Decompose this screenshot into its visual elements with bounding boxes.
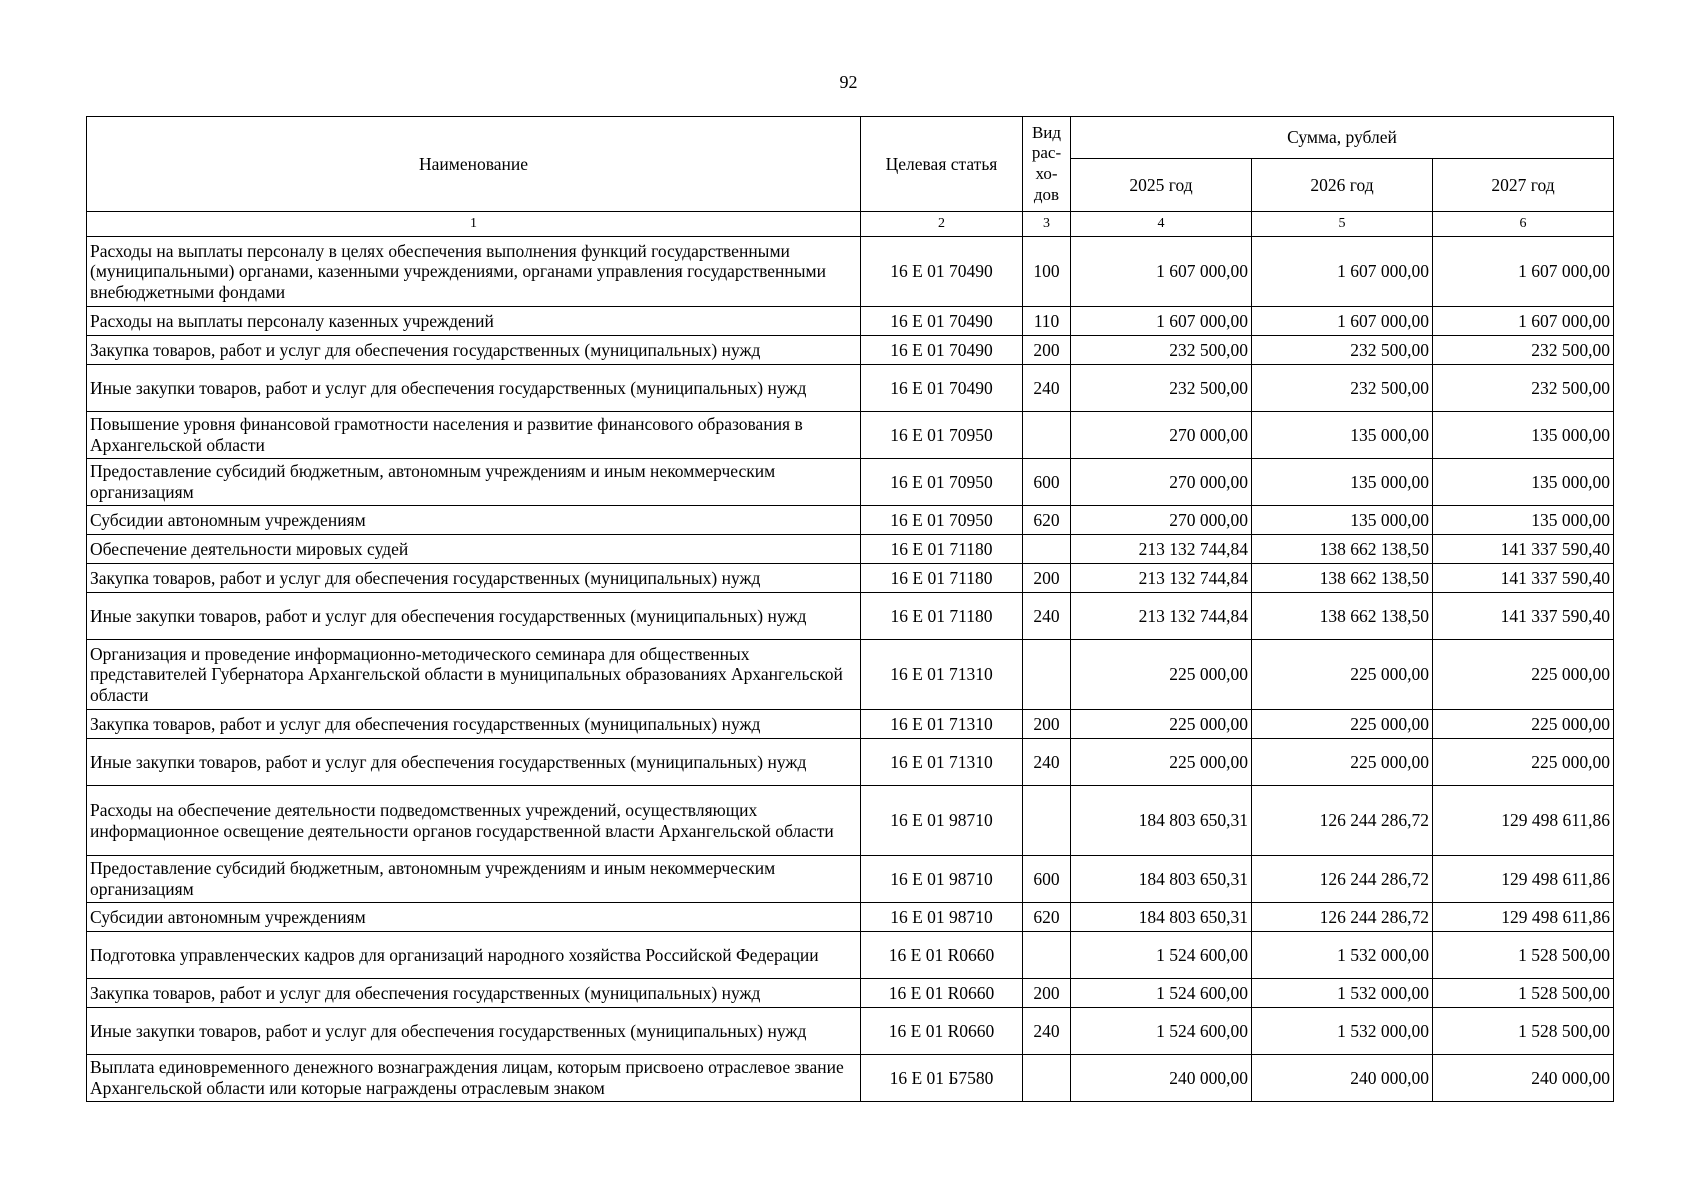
table-row [87, 903, 1614, 932]
row-name: Организация и проведение информационно-методического семинара для общественных представителей Губернатора Архангельской области в муниципальных образованиях Архангельской области [87, 640, 861, 710]
row-name: Иные закупки товаров, работ и услуг для обеспечения государственных (муниципальных) нужд [87, 365, 861, 412]
row-expense-type: 240 [1023, 593, 1071, 640]
row-target-article: 16 Е 01 98710 [861, 903, 1023, 932]
row-name: Подготовка управленческих кадров для организаций народного хозяйства Российской Федерации [87, 932, 861, 979]
header-name: Наименование [87, 117, 861, 212]
row-name: Повышение уровня финансовой грамотности населения и развитие финансового образования в Архангельской области [87, 412, 861, 459]
table-row [87, 365, 1614, 412]
row-sum-2026: 135 000,00 [1252, 506, 1433, 535]
row-expense-type: 100 [1023, 237, 1071, 307]
table-row [87, 237, 1614, 307]
row-name: Субсидии автономным учреждениям [87, 506, 861, 535]
table-header [87, 117, 1614, 237]
budget-table [86, 116, 1614, 1102]
column-number: 2 [861, 212, 1023, 237]
row-expense-type: 600 [1023, 459, 1071, 506]
table-row [87, 564, 1614, 593]
row-expense-type [1023, 535, 1071, 564]
row-expense-type: 240 [1023, 739, 1071, 786]
page-number: 92 [839, 72, 858, 92]
row-target-article: 16 Е 01 70490 [861, 237, 1023, 307]
row-sum-2027: 129 498 611,86 [1433, 786, 1614, 856]
header-year-2025: 2025 год [1071, 159, 1252, 212]
row-sum-2025: 213 132 744,84 [1071, 535, 1252, 564]
row-target-article: 16 Е 01 Б7580 [861, 1055, 1023, 1102]
table-row [87, 640, 1614, 710]
table-row [87, 535, 1614, 564]
row-sum-2025: 270 000,00 [1071, 506, 1252, 535]
table-row [87, 459, 1614, 506]
table-row [87, 506, 1614, 535]
row-name: Предоставление субсидий бюджетным, автономным учреждениям и иным некоммерческим организациям [87, 856, 861, 903]
row-sum-2025: 184 803 650,31 [1071, 786, 1252, 856]
row-target-article: 16 Е 01 71310 [861, 739, 1023, 786]
row-sum-2025: 232 500,00 [1071, 365, 1252, 412]
row-name: Закупка товаров, работ и услуг для обеспечения государственных (муниципальных) нужд [87, 564, 861, 593]
row-expense-type: 620 [1023, 903, 1071, 932]
header-year-2026: 2026 год [1252, 159, 1433, 212]
row-sum-2025: 1 524 600,00 [1071, 1008, 1252, 1055]
row-name: Закупка товаров, работ и услуг для обеспечения государственных (муниципальных) нужд [87, 979, 861, 1008]
column-number: 3 [1023, 212, 1071, 237]
row-target-article: 16 Е 01 70490 [861, 336, 1023, 365]
row-target-article: 16 Е 01 70950 [861, 412, 1023, 459]
row-sum-2026: 225 000,00 [1252, 710, 1433, 739]
row-sum-2026: 225 000,00 [1252, 739, 1433, 786]
row-sum-2025: 213 132 744,84 [1071, 564, 1252, 593]
row-target-article: 16 Е 01 71180 [861, 535, 1023, 564]
row-expense-type: 200 [1023, 979, 1071, 1008]
table-row [87, 710, 1614, 739]
row-sum-2027: 135 000,00 [1433, 459, 1614, 506]
table-row [87, 1008, 1614, 1055]
row-expense-type [1023, 640, 1071, 710]
table-row [87, 412, 1614, 459]
row-sum-2025: 225 000,00 [1071, 739, 1252, 786]
row-expense-type: 240 [1023, 1008, 1071, 1055]
row-name: Расходы на выплаты персоналу казенных учреждений [87, 307, 861, 336]
row-sum-2026: 138 662 138,50 [1252, 535, 1433, 564]
row-sum-2027: 1 528 500,00 [1433, 932, 1614, 979]
row-expense-type: 200 [1023, 336, 1071, 365]
row-sum-2025: 1 607 000,00 [1071, 307, 1252, 336]
row-sum-2027: 232 500,00 [1433, 365, 1614, 412]
row-name: Обеспечение деятельности мировых судей [87, 535, 861, 564]
row-sum-2025: 270 000,00 [1071, 459, 1252, 506]
row-expense-type: 110 [1023, 307, 1071, 336]
row-sum-2025: 225 000,00 [1071, 710, 1252, 739]
row-sum-2027: 141 337 590,40 [1433, 564, 1614, 593]
row-sum-2026: 232 500,00 [1252, 365, 1433, 412]
row-expense-type: 200 [1023, 710, 1071, 739]
row-sum-2026: 225 000,00 [1252, 640, 1433, 710]
row-name: Выплата единовременного денежного вознаграждения лицам, которым присвоено отраслевое звание Архангельской области или которые награждены отраслевым знаком [87, 1055, 861, 1102]
row-name: Закупка товаров, работ и услуг для обеспечения государственных (муниципальных) нужд [87, 336, 861, 365]
row-name: Расходы на выплаты персоналу в целях обеспечения выполнения функций государственными (муниципальными) органами, казенными учреждениями, органами управления государственными внебюджетными фондами [87, 237, 861, 307]
row-sum-2027: 135 000,00 [1433, 412, 1614, 459]
row-target-article: 16 Е 01 98710 [861, 786, 1023, 856]
column-number-row [87, 212, 1614, 237]
row-sum-2027: 240 000,00 [1433, 1055, 1614, 1102]
row-sum-2026: 1 607 000,00 [1252, 237, 1433, 307]
table-row [87, 1055, 1614, 1102]
row-sum-2026: 1 532 000,00 [1252, 1008, 1433, 1055]
row-sum-2025: 1 524 600,00 [1071, 932, 1252, 979]
row-sum-2027: 129 498 611,86 [1433, 856, 1614, 903]
column-number: 1 [87, 212, 861, 237]
row-target-article: 16 Е 01 71310 [861, 710, 1023, 739]
row-sum-2027: 1 607 000,00 [1433, 237, 1614, 307]
row-sum-2025: 232 500,00 [1071, 336, 1252, 365]
row-sum-2025: 1 524 600,00 [1071, 979, 1252, 1008]
row-name: Иные закупки товаров, работ и услуг для обеспечения государственных (муниципальных) нужд [87, 1008, 861, 1055]
row-name: Иные закупки товаров, работ и услуг для обеспечения государственных (муниципальных) нужд [87, 593, 861, 640]
column-number: 4 [1071, 212, 1252, 237]
row-sum-2026: 240 000,00 [1252, 1055, 1433, 1102]
table-row [87, 856, 1614, 903]
row-sum-2027: 1 607 000,00 [1433, 307, 1614, 336]
row-target-article: 16 Е 01 71180 [861, 593, 1023, 640]
row-target-article: 16 Е 01 R0660 [861, 1008, 1023, 1055]
row-name: Закупка товаров, работ и услуг для обеспечения государственных (муниципальных) нужд [87, 710, 861, 739]
row-sum-2026: 126 244 286,72 [1252, 856, 1433, 903]
row-sum-2027: 141 337 590,40 [1433, 593, 1614, 640]
row-name: Субсидии автономным учреждениям [87, 903, 861, 932]
row-target-article: 16 Е 01 70490 [861, 307, 1023, 336]
row-sum-2026: 126 244 286,72 [1252, 903, 1433, 932]
table-row [87, 336, 1614, 365]
header-target-article: Целевая статья [861, 117, 1023, 212]
row-sum-2026: 138 662 138,50 [1252, 564, 1433, 593]
row-target-article: 16 Е 01 R0660 [861, 932, 1023, 979]
row-name: Предоставление субсидий бюджетным, автономным учреждениям и иным некоммерческим организациям [87, 459, 861, 506]
row-sum-2026: 138 662 138,50 [1252, 593, 1433, 640]
header-expense-type: Вид рас-хо-дов [1023, 117, 1071, 212]
row-expense-type: 600 [1023, 856, 1071, 903]
row-sum-2027: 225 000,00 [1433, 710, 1614, 739]
row-target-article: 16 Е 01 71310 [861, 640, 1023, 710]
row-sum-2025: 184 803 650,31 [1071, 856, 1252, 903]
row-sum-2026: 232 500,00 [1252, 336, 1433, 365]
row-sum-2027: 129 498 611,86 [1433, 903, 1614, 932]
row-sum-2027: 135 000,00 [1433, 506, 1614, 535]
row-sum-2025: 1 607 000,00 [1071, 237, 1252, 307]
row-expense-type: 200 [1023, 564, 1071, 593]
row-sum-2027: 225 000,00 [1433, 739, 1614, 786]
row-sum-2025: 240 000,00 [1071, 1055, 1252, 1102]
row-expense-type: 240 [1023, 365, 1071, 412]
row-sum-2026: 126 244 286,72 [1252, 786, 1433, 856]
row-expense-type [1023, 932, 1071, 979]
row-name: Иные закупки товаров, работ и услуг для обеспечения государственных (муниципальных) нужд [87, 739, 861, 786]
row-target-article: 16 Е 01 70950 [861, 506, 1023, 535]
row-name: Расходы на обеспечение деятельности подведомственных учреждений, осуществляющих информационное освещение деятельности органов государственной власти Архангельской области [87, 786, 861, 856]
row-target-article: 16 Е 01 70950 [861, 459, 1023, 506]
table-row [87, 593, 1614, 640]
row-sum-2027: 1 528 500,00 [1433, 979, 1614, 1008]
row-sum-2026: 1 607 000,00 [1252, 307, 1433, 336]
row-expense-type: 620 [1023, 506, 1071, 535]
row-sum-2027: 141 337 590,40 [1433, 535, 1614, 564]
row-sum-2026: 1 532 000,00 [1252, 979, 1433, 1008]
header-sum: Сумма, рублей [1071, 117, 1614, 159]
row-sum-2026: 135 000,00 [1252, 412, 1433, 459]
row-target-article: 16 Е 01 98710 [861, 856, 1023, 903]
row-target-article: 16 Е 01 71180 [861, 564, 1023, 593]
row-sum-2025: 213 132 744,84 [1071, 593, 1252, 640]
row-sum-2025: 225 000,00 [1071, 640, 1252, 710]
row-target-article: 16 Е 01 70490 [861, 365, 1023, 412]
table-row [87, 932, 1614, 979]
header-year-2027: 2027 год [1433, 159, 1614, 212]
row-sum-2027: 225 000,00 [1433, 640, 1614, 710]
row-sum-2026: 1 532 000,00 [1252, 932, 1433, 979]
row-sum-2027: 232 500,00 [1433, 336, 1614, 365]
table-row [87, 739, 1614, 786]
row-sum-2025: 270 000,00 [1071, 412, 1252, 459]
table-row [87, 979, 1614, 1008]
row-expense-type [1023, 412, 1071, 459]
row-expense-type [1023, 786, 1071, 856]
column-number: 5 [1252, 212, 1433, 237]
table-body [87, 237, 1614, 1102]
column-number: 6 [1433, 212, 1614, 237]
row-sum-2025: 184 803 650,31 [1071, 903, 1252, 932]
row-sum-2027: 1 528 500,00 [1433, 1008, 1614, 1055]
row-expense-type [1023, 1055, 1071, 1102]
row-target-article: 16 Е 01 R0660 [861, 979, 1023, 1008]
table-row [87, 786, 1614, 856]
table-row [87, 307, 1614, 336]
row-sum-2026: 135 000,00 [1252, 459, 1433, 506]
